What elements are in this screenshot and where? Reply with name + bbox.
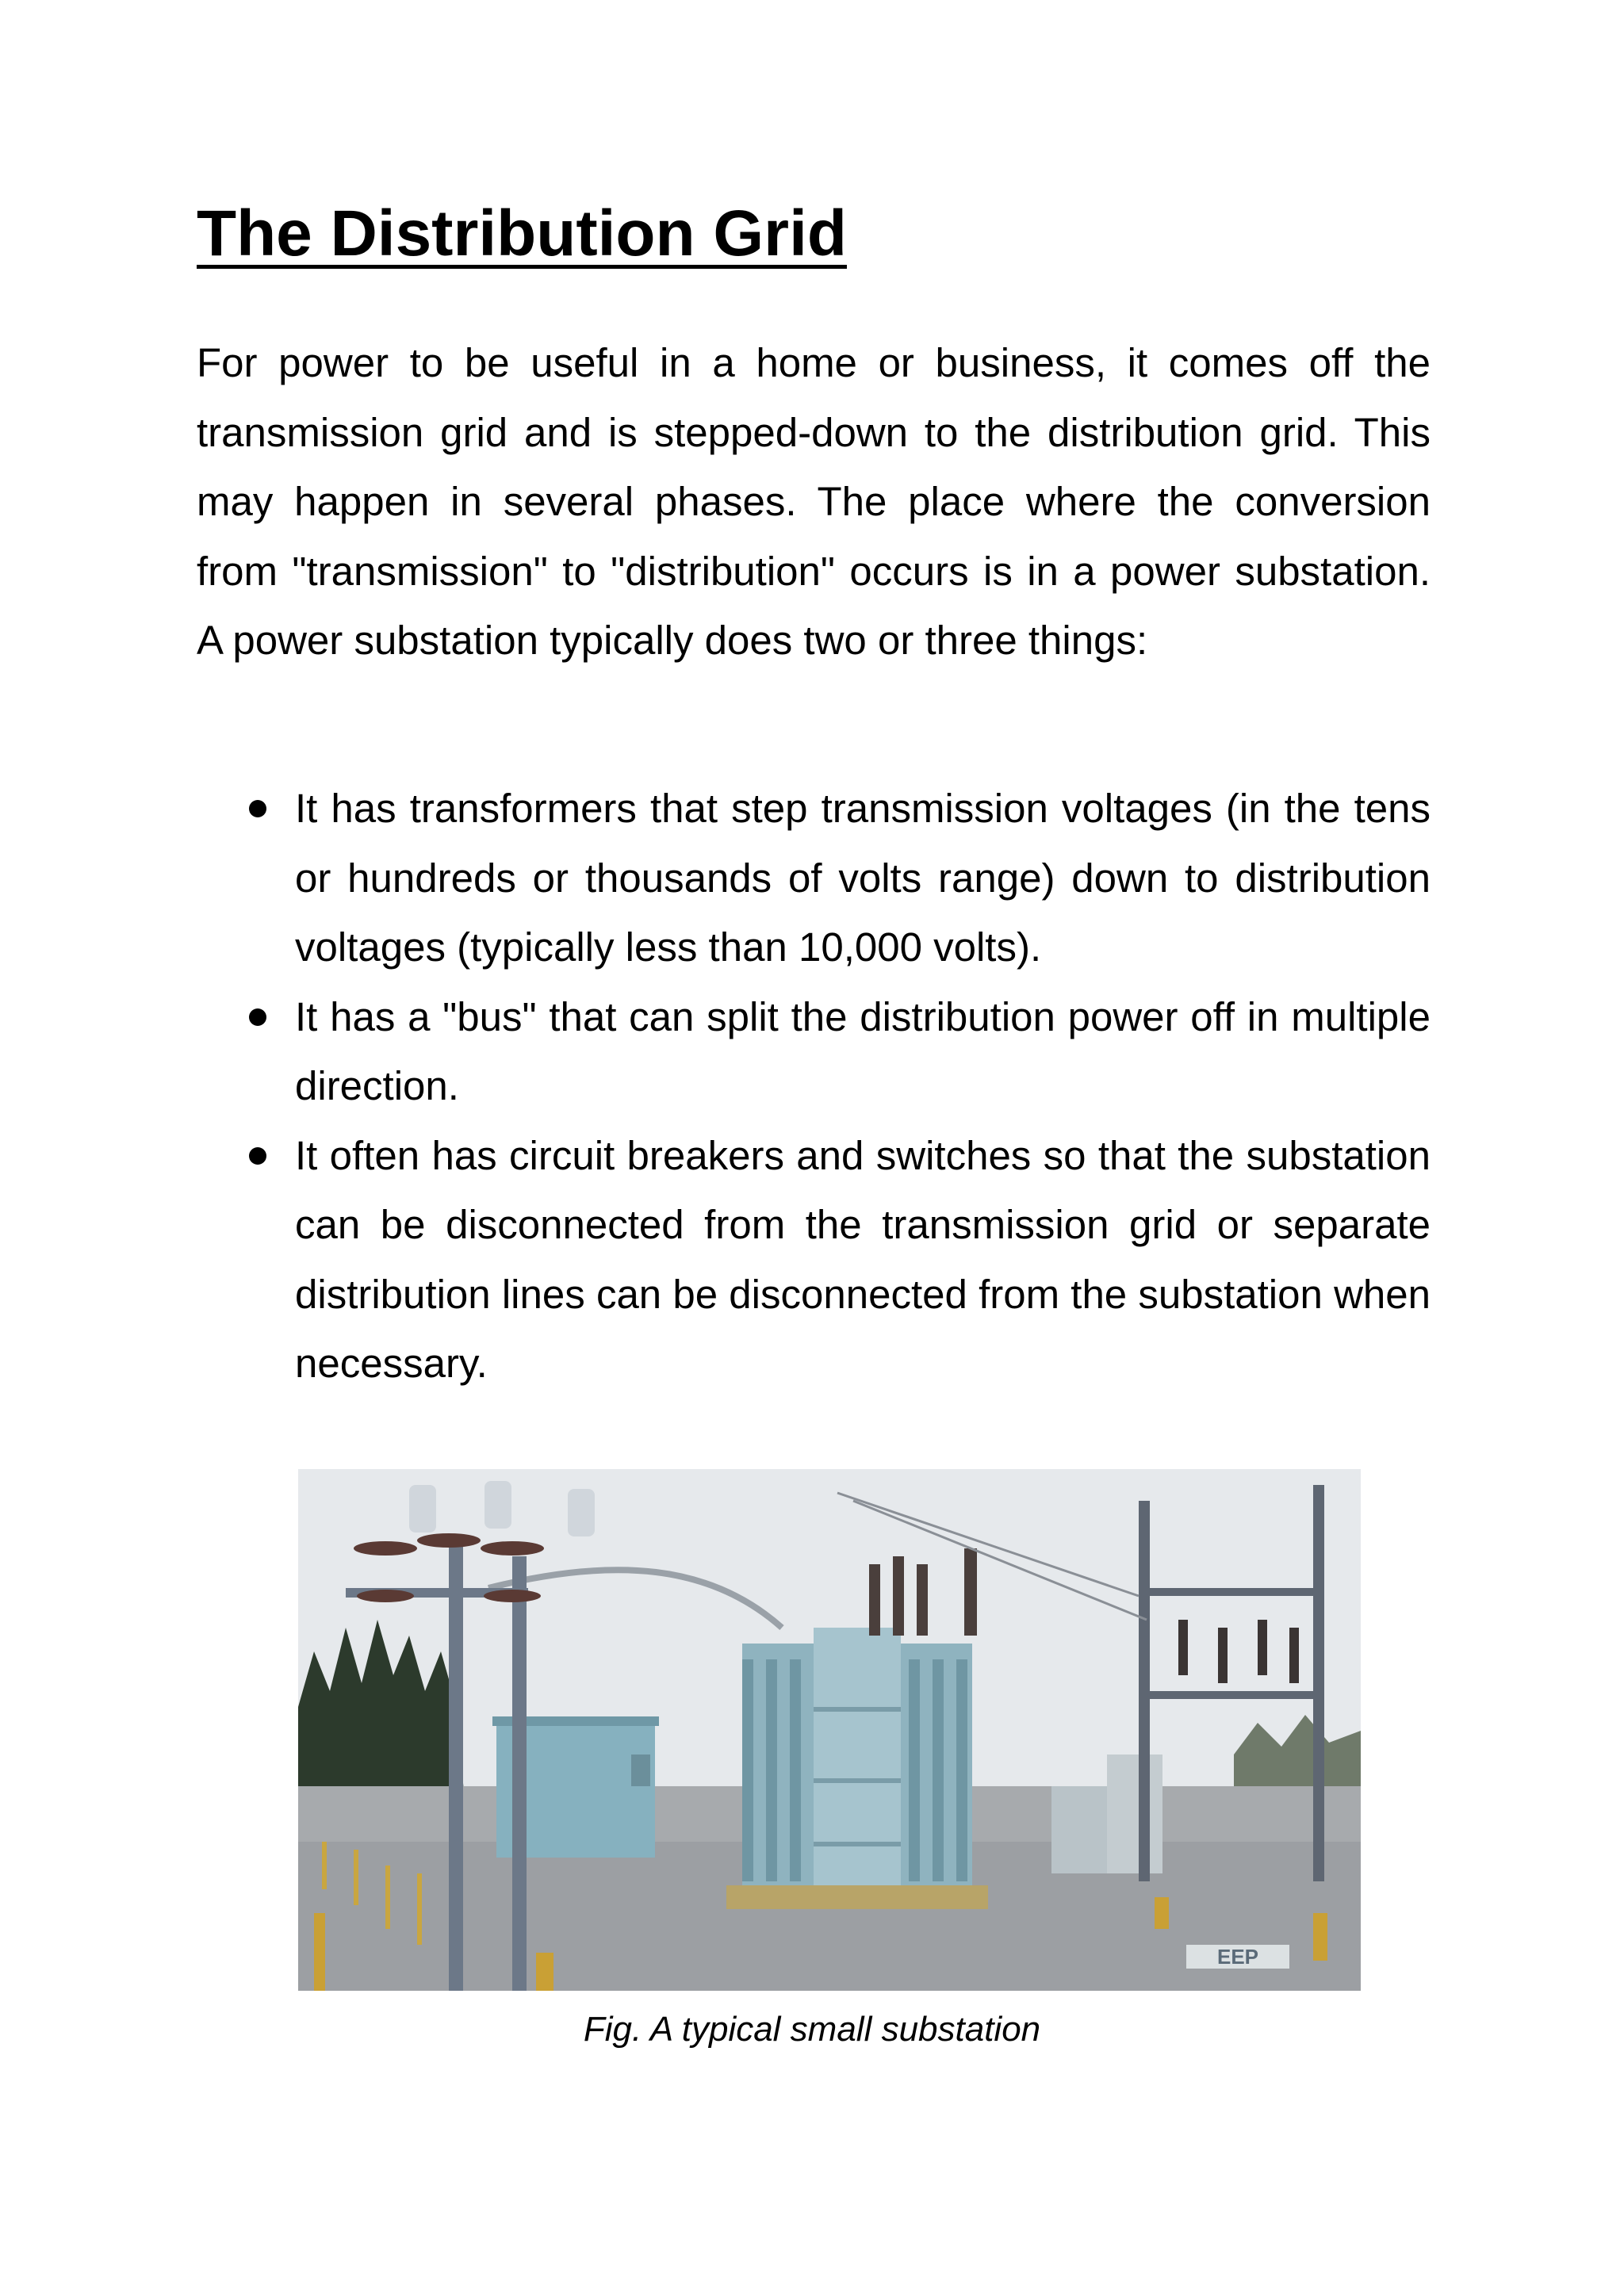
bullet-icon bbox=[249, 800, 266, 817]
bullet-text: It has a "bus" that can split the distribution power off in multiple direction. bbox=[295, 993, 1431, 1108]
figure-caption: Fig. A typical small substation bbox=[583, 2010, 1041, 2049]
bullet-icon bbox=[249, 1008, 266, 1026]
svg-text:EEP: EEP bbox=[1216, 1945, 1259, 1969]
list-item bbox=[197, 1121, 1431, 1399]
list-item bbox=[197, 774, 1431, 982]
bullet-text: It has transformers that step transmission voltages (in the tens or hundreds or thousands of volts range) down to distribution voltages (typically less than 10,000 volts). bbox=[295, 786, 1431, 970]
eep-logo-icon bbox=[1186, 1945, 1289, 1969]
intro-paragraph: For power to be useful in a home or business, it comes off the transmission grid and is stepped-down to the distribution grid. This may happen in several phases. The place where the conversion from "transmission" to "distribution" occurs is in a power substation. A power substation typically does two or three things: bbox=[197, 340, 1431, 663]
page-title: The Distribution Grid bbox=[197, 197, 847, 270]
bullet-text: It often has circuit breakers and switches so that the substation can be disconnected from the transmission grid or separate distribution lines can be disconnected from the substation when necessary. bbox=[295, 1132, 1431, 1386]
list-item bbox=[197, 982, 1431, 1121]
bullet-icon bbox=[249, 1147, 266, 1165]
bullet-list bbox=[197, 774, 1431, 1399]
substation-photo bbox=[298, 1469, 1361, 1991]
